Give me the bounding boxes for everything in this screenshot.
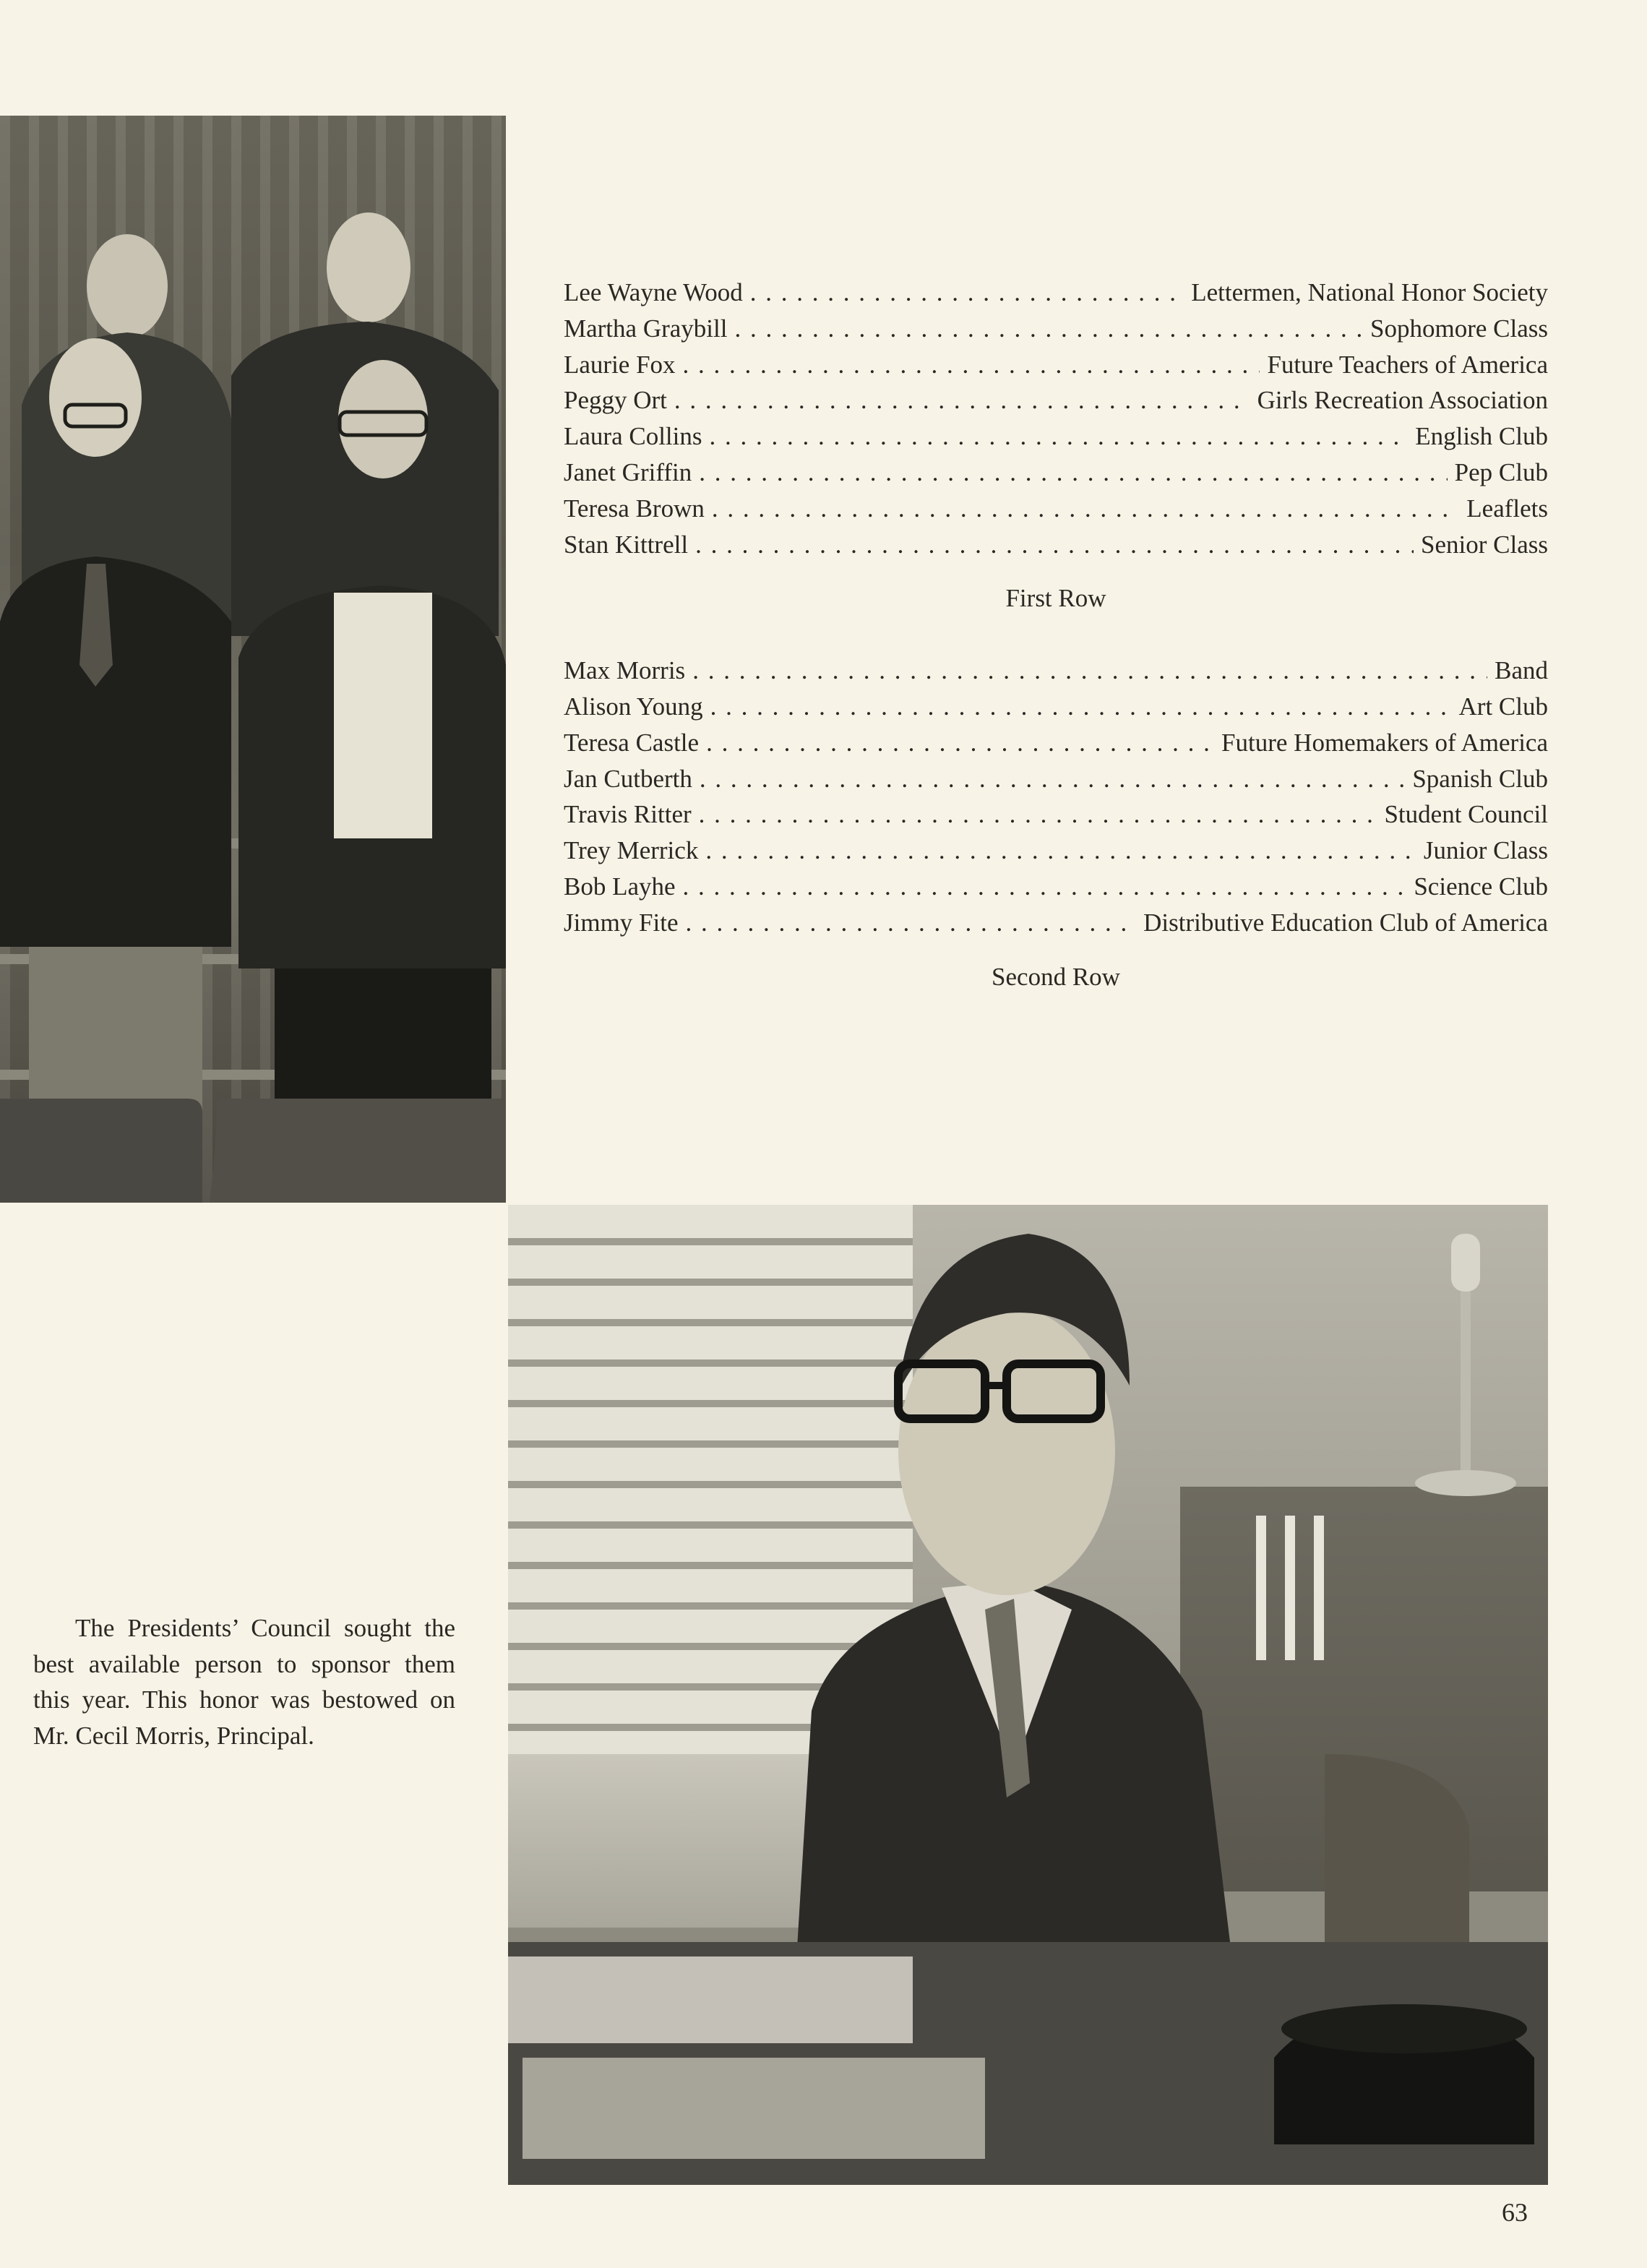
list-item	[564, 653, 1548, 689]
member-organization: Lettermen, National Honor Society	[1191, 278, 1548, 306]
member-name: Trey Merrick	[564, 836, 699, 865]
dot-leader	[706, 725, 1214, 761]
member-organization: Leaflets	[1466, 494, 1548, 523]
list-item	[564, 275, 1548, 311]
list-item	[564, 905, 1548, 941]
first-row-label: First Row	[1005, 584, 1106, 613]
second-row-list	[564, 653, 1548, 940]
member-organization: Spanish Club	[1412, 764, 1548, 793]
principal-photo	[508, 1205, 1548, 2185]
group-photo	[0, 116, 506, 1203]
list-item	[564, 491, 1548, 527]
member-organization: Future Homemakers of America	[1221, 728, 1548, 757]
member-name: Bob Layhe	[564, 872, 676, 901]
dot-leader	[710, 418, 1409, 455]
second-row-label: Second Row	[992, 962, 1120, 991]
member-organization: English Club	[1415, 422, 1548, 451]
dot-leader	[712, 491, 1459, 527]
member-name: Martha Graybill	[564, 314, 728, 343]
member-name: Max Morris	[564, 656, 686, 685]
member-name: Stan Kittrell	[564, 530, 689, 559]
member-name: Jimmy Fite	[564, 908, 679, 937]
list-item	[564, 833, 1548, 869]
dot-leader	[686, 905, 1137, 941]
list-item	[564, 796, 1548, 833]
member-name: Jan Cutberth	[564, 764, 692, 793]
member-organization: Senior Class	[1421, 530, 1548, 559]
member-organization: Art Club	[1458, 692, 1548, 721]
member-name: Peggy Ort	[564, 386, 667, 415]
dot-leader	[674, 382, 1250, 418]
member-name: Janet Griffin	[564, 458, 692, 486]
dot-leader	[710, 689, 1452, 725]
page-number: 63	[1502, 2198, 1528, 2227]
roster-listing	[564, 275, 1548, 1013]
list-item	[564, 418, 1548, 455]
dot-leader	[683, 347, 1260, 383]
member-name: Laurie Fox	[564, 350, 676, 379]
list-item	[564, 311, 1548, 347]
dot-leader	[699, 796, 1377, 833]
list-item	[564, 347, 1548, 383]
list-item	[564, 527, 1548, 563]
list-item	[564, 725, 1548, 761]
member-organization: Future Teachers of America	[1267, 350, 1548, 379]
member-organization: Distributive Education Club of America	[1143, 908, 1548, 937]
member-organization: Pep Club	[1454, 458, 1548, 486]
member-organization: Junior Class	[1423, 836, 1548, 865]
principal-figure	[508, 1205, 1548, 2185]
member-organization: Student Council	[1384, 800, 1548, 829]
member-name: Travis Ritter	[564, 800, 692, 829]
dot-leader	[699, 455, 1447, 491]
dot-leader	[705, 833, 1416, 869]
dot-leader	[683, 869, 1407, 905]
dot-leader	[692, 653, 1487, 689]
list-item	[564, 761, 1548, 797]
member-organization: Girls Recreation Association	[1257, 386, 1548, 415]
group-photo-figures	[0, 116, 506, 1203]
dot-leader	[734, 311, 1363, 347]
list-item	[564, 382, 1548, 418]
first-row-list	[564, 275, 1548, 562]
list-item	[564, 455, 1548, 491]
dot-leader	[700, 761, 1405, 797]
member-name: Laura Collins	[564, 422, 702, 451]
dot-leader	[695, 527, 1414, 563]
member-name: Teresa Brown	[564, 494, 705, 523]
member-organization: Science Club	[1414, 872, 1548, 901]
member-organization: Sophomore Class	[1370, 314, 1548, 343]
member-organization: Band	[1495, 656, 1548, 685]
member-name: Lee Wayne Wood	[564, 278, 743, 306]
list-item	[564, 689, 1548, 725]
member-name: Alison Young	[564, 692, 703, 721]
list-item	[564, 869, 1548, 905]
sponsor-caption: The Presidents’ Council sought the best available person to sponsor them this year. This honor was bestowed on Mr. Cecil Morris, Principal.	[33, 1614, 455, 1750]
member-name: Teresa Castle	[564, 728, 700, 757]
dot-leader	[750, 275, 1184, 311]
